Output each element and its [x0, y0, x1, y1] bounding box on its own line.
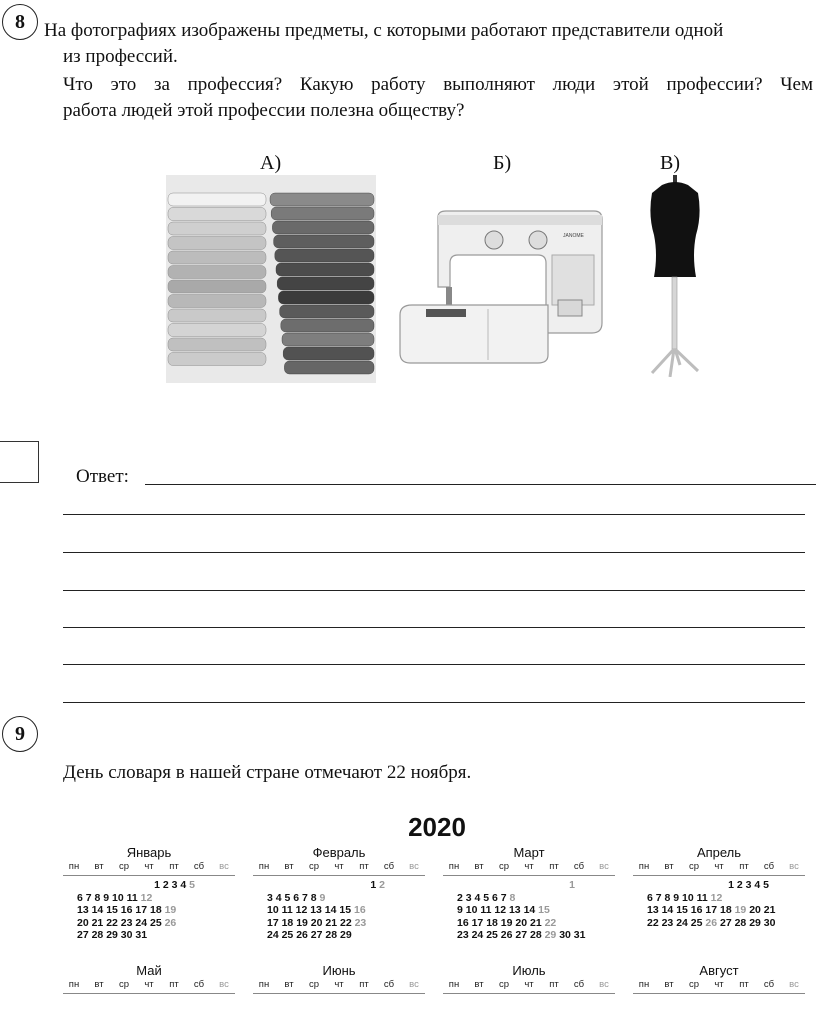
weekday-label: сб: [193, 979, 205, 990]
holiday-dates: 29: [544, 929, 557, 941]
calendar-week: [443, 929, 615, 942]
weekday-label: вс: [409, 979, 419, 990]
label-b: Б): [493, 152, 512, 174]
weekday-dates: 1: [370, 879, 377, 891]
calendar-week: [253, 929, 425, 942]
month-name: Май: [136, 963, 162, 978]
weekday-label: пн: [258, 979, 270, 990]
holiday-dates: 19: [164, 904, 177, 916]
month-name: Июль: [512, 963, 546, 978]
weekday-label: сб: [763, 861, 775, 872]
weekday-label: сб: [193, 861, 205, 872]
svg-text:JANOME: JANOME: [563, 233, 584, 239]
weekday-label: пн: [68, 861, 80, 872]
weekday-label: вс: [789, 861, 799, 872]
weekday-dates: 2 3 4 5 6 7: [457, 891, 507, 904]
weekday-dates: 1 2 3 4: [154, 879, 187, 891]
holiday-dates: 9: [319, 891, 326, 904]
weekday-label: пт: [169, 979, 179, 990]
weekday-label: сб: [573, 979, 585, 990]
task-number-8: 8: [2, 4, 38, 40]
weekday-header: [633, 861, 805, 876]
weekday-label: сб: [383, 979, 395, 990]
weekday-label: пт: [549, 861, 559, 872]
calendar-month: [63, 845, 235, 942]
weekday-label: ср: [118, 979, 130, 990]
calendar-week: [443, 904, 615, 917]
weekday-label: пт: [359, 861, 369, 872]
weekday-header: [63, 979, 235, 994]
answer-label: Ответ:: [76, 466, 129, 487]
holiday-dates: 8: [509, 891, 516, 904]
weekday-label: чт: [524, 861, 534, 872]
calendar-week: [633, 904, 805, 917]
answer-line[interactable]: [63, 627, 805, 628]
weekday-label: ср: [308, 979, 320, 990]
weekday-label: вт: [94, 979, 104, 990]
weekday-label: вт: [664, 861, 674, 872]
weekday-label: чт: [334, 979, 344, 990]
task9-text: День словаря в нашей стране отмечают 22 ноября.: [63, 762, 472, 783]
weekday-dates: 13 14 15 16 17 18: [77, 904, 162, 916]
calendar-week: [63, 904, 235, 917]
weekday-label: вс: [219, 861, 229, 872]
weekday-label: чт: [144, 861, 154, 872]
weekday-label: вс: [789, 979, 799, 990]
weekday-label: вт: [664, 979, 674, 990]
weekday-label: вс: [599, 979, 609, 990]
holiday-dates: 12: [710, 891, 723, 904]
month-name: Февраль: [312, 845, 366, 860]
month-name: Март: [513, 845, 545, 860]
answer-line[interactable]: [63, 552, 805, 553]
answer-line[interactable]: [63, 702, 805, 703]
calendar-week: [633, 879, 805, 892]
weekday-label: вт: [284, 861, 294, 872]
calendar-week: [253, 879, 425, 892]
calendar-week: [63, 929, 235, 942]
holiday-dates: 5: [189, 879, 195, 891]
task8-line3: Что это за профессия? Какую работу выполняют люди этой профессии? Чем: [63, 74, 813, 95]
weekday-dates: 23 24 25 26 27 28: [457, 929, 542, 941]
calendar-month: [443, 963, 615, 994]
task8-line4: работа людей этой профессии полезна обществу?: [63, 100, 465, 121]
weekday-dates: 6 7 8 9 10 11: [77, 891, 138, 904]
holiday-dates: 12: [140, 891, 153, 904]
weekday-dates: 24 25 26 27 28 29: [267, 929, 352, 941]
weekday-label: чт: [714, 861, 724, 872]
weekday-label: пн: [258, 861, 270, 872]
label-a: А): [260, 152, 282, 174]
weekday-header: [63, 861, 235, 876]
holiday-dates: 19: [734, 904, 747, 916]
calendar-year: 2020: [408, 812, 466, 842]
fabric-stack-image: [166, 175, 376, 383]
calendar-month: [253, 845, 425, 942]
weekday-dates: 27 28 29 30 31: [77, 929, 148, 941]
holiday-dates: 26: [164, 916, 177, 929]
weekday-label: ср: [688, 861, 700, 872]
weekday-header: [253, 979, 425, 994]
weekday-label: пт: [359, 979, 369, 990]
weekday-dates: 9 10 11 12 13 14: [457, 904, 536, 916]
weekday-label: пн: [638, 861, 650, 872]
weekday-dates: 6 7 8 9 10 11: [647, 891, 708, 904]
weekday-label: ср: [498, 861, 510, 872]
label-v: В): [660, 152, 680, 174]
weekday-dates: 22 23 24 25: [647, 916, 703, 929]
holiday-dates: 22: [544, 916, 557, 929]
weekday-dates: 1 2 3 4 5: [728, 879, 769, 891]
weekday-label: чт: [334, 861, 344, 872]
calendar-month: [63, 963, 235, 994]
weekday-label: чт: [144, 979, 154, 990]
weekday-label: пн: [448, 979, 460, 990]
weekday-label: ср: [308, 861, 320, 872]
calendar-month: [633, 845, 805, 929]
mannequin-image: [640, 175, 710, 377]
weekday-label: сб: [573, 861, 585, 872]
calendar-week: [63, 917, 235, 930]
calendar-week: [253, 917, 425, 930]
weekday-dates: 30 31: [559, 929, 586, 941]
weekday-header: [443, 979, 615, 994]
calendar-week: [63, 879, 235, 892]
task8-line2: из профессий.: [63, 46, 178, 67]
holiday-dates: 26: [705, 916, 718, 929]
answer-line[interactable]: [63, 590, 805, 591]
weekday-label: сб: [383, 861, 395, 872]
holiday-dates: 15: [538, 904, 550, 916]
calendar-week: [633, 892, 805, 905]
weekday-dates: 20 21 22 23 24 25: [77, 916, 162, 929]
weekday-label: пн: [68, 979, 80, 990]
weekday-label: вт: [284, 979, 294, 990]
weekday-label: пн: [638, 979, 650, 990]
weekday-label: пт: [169, 861, 179, 872]
sewing-machine-image: [398, 205, 608, 367]
calendar-week: [253, 904, 425, 917]
month-name: Август: [699, 963, 739, 978]
calendar-month: [253, 963, 425, 994]
weekday-label: чт: [524, 979, 534, 990]
calendar-week: [633, 917, 805, 930]
weekday-label: пн: [448, 861, 460, 872]
weekday-label: ср: [118, 861, 130, 872]
weekday-label: чт: [714, 979, 724, 990]
task8-line1: На фотографиях изображены предметы, с которыми работают представители одной: [44, 20, 724, 41]
weekday-label: пт: [739, 979, 749, 990]
weekday-dates: 16 17 18 19 20 21: [457, 916, 542, 929]
weekday-label: вс: [219, 979, 229, 990]
calendar-week: [443, 879, 615, 892]
weekday-label: ср: [498, 979, 510, 990]
weekday-label: вт: [94, 861, 104, 872]
weekday-dates: 13 14 15 16 17 18: [647, 904, 732, 916]
holiday-dates: 2: [379, 879, 385, 891]
weekday-header: [633, 979, 805, 994]
answer-line[interactable]: [63, 514, 805, 515]
holiday-dates: 1: [569, 879, 575, 891]
month-name: Июнь: [322, 963, 356, 978]
score-box[interactable]: [0, 441, 39, 483]
weekday-dates: 27 28 29 30: [720, 916, 776, 929]
weekday-dates: 3 4 5 6 7 8: [267, 891, 317, 904]
calendar-week: [63, 892, 235, 905]
task-number-9: 9: [2, 716, 38, 752]
holiday-dates: 16: [354, 904, 366, 916]
weekday-label: вт: [474, 861, 484, 872]
month-name: Январь: [126, 845, 172, 860]
weekday-dates: 17 18 19 20 21 22: [267, 916, 352, 929]
calendar-week: [253, 892, 425, 905]
weekday-header: [443, 861, 615, 876]
weekday-label: вс: [599, 861, 609, 872]
weekday-dates: 10 11 12 13 14 15: [267, 904, 352, 916]
weekday-dates: 20 21: [749, 904, 776, 916]
weekday-label: сб: [763, 979, 775, 990]
weekday-header: [253, 861, 425, 876]
answer-line[interactable]: [63, 664, 805, 665]
calendar-week: [443, 917, 615, 930]
answer-line[interactable]: [145, 484, 816, 485]
calendar-month: [443, 845, 615, 942]
calendar-week: [443, 892, 615, 905]
weekday-label: вс: [409, 861, 419, 872]
weekday-label: пт: [739, 861, 749, 872]
weekday-label: пт: [549, 979, 559, 990]
calendar-month: [633, 963, 805, 994]
weekday-label: вт: [474, 979, 484, 990]
month-name: Апрель: [696, 845, 742, 860]
holiday-dates: 23: [354, 916, 367, 929]
weekday-label: ср: [688, 979, 700, 990]
